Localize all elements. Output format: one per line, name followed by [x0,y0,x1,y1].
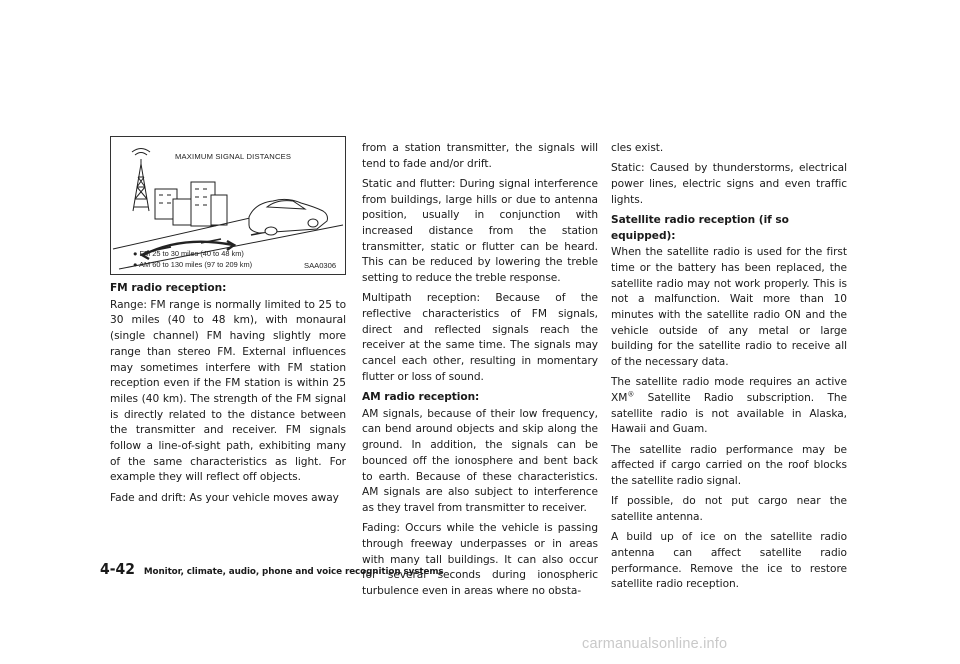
page-number: 4-42 [100,560,135,578]
figure-bullet-am-text: AM 60 to 130 miles (97 to 209 km) [139,260,253,269]
fm-multipath-paragraph: Multipath reception: Because of the reflective characteristics of FM signals, direct and reflected signals reach the receiver at the same time. The signals may cancel each other, resulting in momentary flutter or loss of sound. [362,292,598,383]
satellite-paragraph-3: The satellite radio performance may be affected if cargo carried on the roof blocks the satellite radio signal. [611,443,847,488]
am-static-paragraph: Static: Caused by thunderstorms, electrical power lines, electric signs and even traffic lights. [611,162,847,206]
column-1 [110,281,346,511]
figure-title: MAXIMUM SIGNAL DISTANCES [175,152,292,161]
column-3 [611,141,847,597]
satellite-paragraph-5: A build up of ice on the satellite radio antenna can affect satellite radio performance. Remove the ice to restore satellite radio reception. [611,531,847,591]
satellite-heading: Satellite radio reception (if so equipped): [611,213,789,242]
satellite-p2-b: Satellite Radio subscription. The satellite radio is not available in Alaska, Hawaii and Guam. [611,392,847,436]
fm-static-paragraph: Static and flutter: During signal interference from buildings, large hills or due to antenna position, usually in conjunction with increased distance from the station transmitter, static or flutter can be heard. This can be reduced by lowering the treble setting to reduce the treble response. [362,177,598,285]
buildings-icon [155,182,227,226]
fm-fade-paragraph-cont: from a station transmitter, the signals will tend to fade and/or drift. [362,142,598,170]
am-body-paragraph: AM signals, because of their low frequency, can bend around objects and skip along the ground. In addition, the signals can be bounced off the ionosphere and bent back to earth. Because of these characteristics. AM signals are also subject to interference as they travel from transmitter to receiver. [362,407,598,514]
am-heading: AM radio reception: [362,391,480,404]
am-fading-paragraph-start: Fading: Occurs while the vehicle is passing through freeway underpasses or in areas with many tall buildings. It can also occur for several seconds during ionospheric turbulence even in areas where no obsta- [362,522,598,597]
antenna-tower-icon [132,149,150,212]
fm-heading: FM radio reception: [110,282,227,294]
satellite-p2-a: The satellite radio mode requires an active XM [611,376,847,405]
fm-range-paragraph: Range: FM range is normally limited to 25 to 30 miles (40 to 48 km), with monaural (single channel) FM having slightly more range than stereo FM. External influences may sometimes interfere with FM station reception even if the FM station is within 25 miles (40 km). The strength of the FM signal is directly related to the distance between the transmitter and receiver. FM signals follow a line-of-sight path, exhibiting many of the same characteristics as light. For example they will reflect off objects. [110,298,346,484]
satellite-paragraph-4: If possible, do not put cargo near the satellite antenna. [611,495,847,523]
signal-distance-figure [110,136,346,275]
figure-bullet-fm-text: FM 25 to 30 miles (40 to 48 km) [139,249,244,258]
figure-bullet-am: ● AM 60 to 130 miles (97 to 209 km) [133,260,253,269]
chapter-title: Monitor, climate, audio, phone and voice recognition systems [143,567,444,577]
car-icon [249,199,328,235]
registered-mark: ® [627,390,635,399]
page-footer [100,560,444,580]
column-2 [362,141,598,604]
am-fading-paragraph-cont: cles exist. [611,142,664,154]
figure-code: SAA0306 [304,261,337,270]
satellite-paragraph-1: When the satellite radio is used for the first time or the battery has been replaced, the satellite radio may not work properly. This is not a malfunction. Wait more than 10 minutes with the satellite radio ON and the vehicle outside of any metal or large building for the satellite radio to receive all of the necessary data. [611,246,847,369]
watermark: carmanualsonline.info [582,636,728,652]
satellite-paragraph-2 [611,375,847,438]
figure-bullet-fm: ● FM 25 to 30 miles (40 to 48 km) [133,249,244,258]
fm-fade-paragraph-start: Fade and drift: As your vehicle moves away [110,491,339,504]
